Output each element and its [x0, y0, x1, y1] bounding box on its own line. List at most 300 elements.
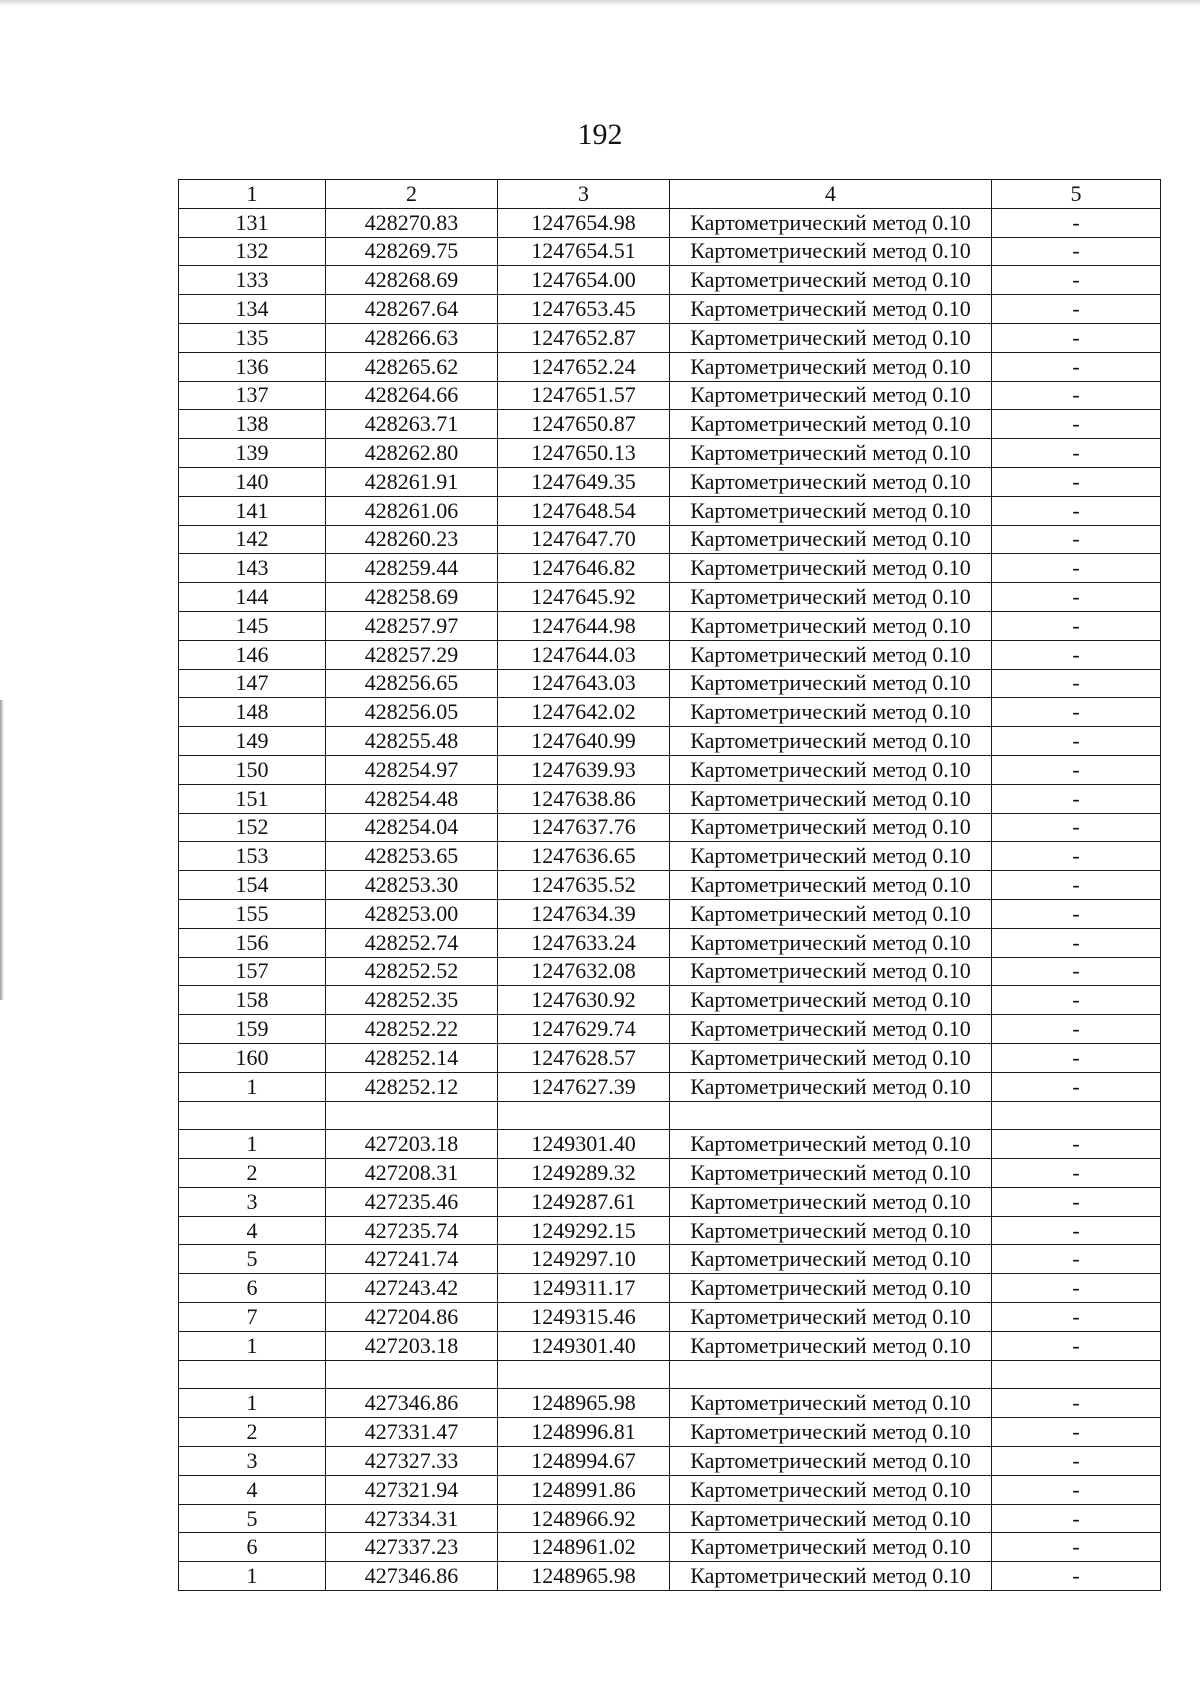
cell-y-coordinate: 1247647.70 — [498, 525, 670, 554]
table-row — [179, 583, 1161, 612]
cell-y-coordinate: 1248966.92 — [498, 1504, 670, 1533]
cell-x-coordinate: 428266.63 — [326, 323, 498, 352]
cell-note: - — [992, 410, 1161, 439]
cell-point-number — [179, 1360, 326, 1389]
cell-note: - — [992, 525, 1161, 554]
cell-method-accuracy: Картометрический метод 0.10 — [670, 467, 992, 496]
cell-note: - — [992, 467, 1161, 496]
table-row — [179, 1447, 1161, 1476]
cell-point-number: 149 — [179, 727, 326, 756]
cell-x-coordinate: 428252.52 — [326, 957, 498, 986]
cell-note: - — [992, 1072, 1161, 1101]
cell-method-accuracy: Картометрический метод 0.10 — [670, 640, 992, 669]
cell-x-coordinate: 428267.64 — [326, 295, 498, 324]
cell-point-number: 1 — [179, 1389, 326, 1418]
cell-y-coordinate: 1247654.00 — [498, 266, 670, 295]
cell-method-accuracy: Картометрический метод 0.10 — [670, 813, 992, 842]
cell-point-number: 141 — [179, 496, 326, 525]
cell-method-accuracy: Картометрический метод 0.10 — [670, 784, 992, 813]
cell-method-accuracy: Картометрический метод 0.10 — [670, 1562, 992, 1591]
cell-method-accuracy: Картометрический метод 0.10 — [670, 381, 992, 410]
header-row — [179, 180, 1161, 209]
cell-method-accuracy: Картометрический метод 0.10 — [670, 237, 992, 266]
table-row — [179, 1216, 1161, 1245]
cell-note: - — [992, 1331, 1161, 1360]
cell-x-coordinate: 428265.62 — [326, 352, 498, 381]
cell-x-coordinate: 428253.65 — [326, 842, 498, 871]
cell-method-accuracy: Картометрический метод 0.10 — [670, 1072, 992, 1101]
table-row — [179, 1130, 1161, 1159]
table-header — [179, 180, 1161, 209]
cell-note: - — [992, 755, 1161, 784]
cell-x-coordinate: 427203.18 — [326, 1130, 498, 1159]
cell-x-coordinate: 428258.69 — [326, 583, 498, 612]
cell-point-number: 150 — [179, 755, 326, 784]
cell-method-accuracy: Картометрический метод 0.10 — [670, 1475, 992, 1504]
cell-method-accuracy: Картометрический метод 0.10 — [670, 1303, 992, 1332]
cell-note: - — [992, 1043, 1161, 1072]
table-row — [179, 928, 1161, 957]
cell-method-accuracy: Картометрический метод 0.10 — [670, 698, 992, 727]
cell-x-coordinate — [326, 1360, 498, 1389]
cell-method-accuracy: Картометрический метод 0.10 — [670, 525, 992, 554]
table-row — [179, 871, 1161, 900]
cell-method-accuracy: Картометрический метод 0.10 — [670, 1159, 992, 1188]
cell-point-number: 132 — [179, 237, 326, 266]
cell-x-coordinate: 427204.86 — [326, 1303, 498, 1332]
cell-point-number — [179, 1101, 326, 1130]
table-row — [179, 467, 1161, 496]
cell-method-accuracy: Картометрический метод 0.10 — [670, 1187, 992, 1216]
table-row — [179, 755, 1161, 784]
cell-y-coordinate — [498, 1101, 670, 1130]
cell-point-number: 1 — [179, 1130, 326, 1159]
cell-method-accuracy: Картометрический метод 0.10 — [670, 842, 992, 871]
cell-point-number: 2 — [179, 1159, 326, 1188]
cell-method-accuracy: Картометрический метод 0.10 — [670, 496, 992, 525]
cell-y-coordinate: 1249315.46 — [498, 1303, 670, 1332]
cell-point-number: 4 — [179, 1475, 326, 1504]
cell-note: - — [992, 237, 1161, 266]
cell-y-coordinate: 1247628.57 — [498, 1043, 670, 1072]
cell-y-coordinate: 1247654.98 — [498, 208, 670, 237]
cell-point-number: 7 — [179, 1303, 326, 1332]
cell-point-number: 3 — [179, 1447, 326, 1476]
cell-note: - — [992, 439, 1161, 468]
table-row — [179, 1015, 1161, 1044]
cell-y-coordinate: 1249292.15 — [498, 1216, 670, 1245]
cell-y-coordinate — [498, 1360, 670, 1389]
cell-method-accuracy: Картометрический метод 0.10 — [670, 439, 992, 468]
table-row — [179, 295, 1161, 324]
cell-method-accuracy: Картометрический метод 0.10 — [670, 208, 992, 237]
cell-note: - — [992, 1447, 1161, 1476]
cell-note: - — [992, 1533, 1161, 1562]
table-row — [179, 669, 1161, 698]
cell-y-coordinate: 1247630.92 — [498, 986, 670, 1015]
table-row — [179, 1504, 1161, 1533]
cell-note: - — [992, 899, 1161, 928]
spacer-row — [179, 1101, 1161, 1130]
cell-note: - — [992, 1159, 1161, 1188]
cell-note: - — [992, 727, 1161, 756]
cell-note: - — [992, 496, 1161, 525]
cell-note: - — [992, 669, 1161, 698]
cell-note: - — [992, 381, 1161, 410]
cell-y-coordinate: 1247652.87 — [498, 323, 670, 352]
table-row — [179, 957, 1161, 986]
cell-method-accuracy: Картометрический метод 0.10 — [670, 352, 992, 381]
cell-method-accuracy: Картометрический метод 0.10 — [670, 727, 992, 756]
cell-x-coordinate: 427241.74 — [326, 1245, 498, 1274]
cell-point-number: 139 — [179, 439, 326, 468]
cell-point-number: 145 — [179, 611, 326, 640]
spacer-row — [179, 1360, 1161, 1389]
cell-point-number: 137 — [179, 381, 326, 410]
cell-y-coordinate: 1247634.39 — [498, 899, 670, 928]
table-row — [179, 842, 1161, 871]
cell-y-coordinate: 1248965.98 — [498, 1389, 670, 1418]
cell-y-coordinate: 1249301.40 — [498, 1331, 670, 1360]
table-row — [179, 899, 1161, 928]
cell-method-accuracy: Картометрический метод 0.10 — [670, 871, 992, 900]
cell-x-coordinate: 428254.97 — [326, 755, 498, 784]
cell-point-number: 143 — [179, 554, 326, 583]
table-row — [179, 352, 1161, 381]
cell-y-coordinate: 1248991.86 — [498, 1475, 670, 1504]
cell-x-coordinate: 428268.69 — [326, 266, 498, 295]
cell-point-number: 5 — [179, 1245, 326, 1274]
cell-y-coordinate: 1248965.98 — [498, 1562, 670, 1591]
cell-y-coordinate: 1248961.02 — [498, 1533, 670, 1562]
cell-note — [992, 1360, 1161, 1389]
table-row — [179, 1562, 1161, 1591]
cell-point-number: 134 — [179, 295, 326, 324]
table-row — [179, 1187, 1161, 1216]
cell-x-coordinate: 428253.00 — [326, 899, 498, 928]
cell-x-coordinate: 428257.97 — [326, 611, 498, 640]
cell-x-coordinate — [326, 1101, 498, 1130]
cell-x-coordinate: 427331.47 — [326, 1418, 498, 1447]
table-row — [179, 496, 1161, 525]
table-row — [179, 727, 1161, 756]
cell-note: - — [992, 1504, 1161, 1533]
cell-x-coordinate: 428256.65 — [326, 669, 498, 698]
table-row — [179, 1159, 1161, 1188]
table-row — [179, 208, 1161, 237]
table-row — [179, 266, 1161, 295]
cell-x-coordinate: 428269.75 — [326, 237, 498, 266]
cell-y-coordinate: 1247644.03 — [498, 640, 670, 669]
cell-y-coordinate: 1249301.40 — [498, 1130, 670, 1159]
cell-point-number: 6 — [179, 1274, 326, 1303]
cell-x-coordinate: 428256.05 — [326, 698, 498, 727]
cell-x-coordinate: 427337.23 — [326, 1533, 498, 1562]
cell-y-coordinate: 1247629.74 — [498, 1015, 670, 1044]
cell-x-coordinate: 428252.35 — [326, 986, 498, 1015]
cell-method-accuracy — [670, 1101, 992, 1130]
cell-method-accuracy: Картометрический метод 0.10 — [670, 295, 992, 324]
table-row — [179, 381, 1161, 410]
cell-x-coordinate: 428252.74 — [326, 928, 498, 957]
cell-note: - — [992, 842, 1161, 871]
cell-y-coordinate: 1248994.67 — [498, 1447, 670, 1476]
table-row — [179, 1475, 1161, 1504]
cell-y-coordinate: 1247642.02 — [498, 698, 670, 727]
cell-y-coordinate: 1247651.57 — [498, 381, 670, 410]
cell-note: - — [992, 1274, 1161, 1303]
cell-point-number: 1 — [179, 1072, 326, 1101]
cell-method-accuracy: Картометрический метод 0.10 — [670, 986, 992, 1015]
cell-note: - — [992, 611, 1161, 640]
cell-point-number: 3 — [179, 1187, 326, 1216]
cell-x-coordinate: 428254.48 — [326, 784, 498, 813]
cell-note: - — [992, 1130, 1161, 1159]
cell-method-accuracy: Картометрический метод 0.10 — [670, 1504, 992, 1533]
table-body — [179, 208, 1161, 1590]
cell-x-coordinate: 428260.23 — [326, 525, 498, 554]
cell-point-number: 144 — [179, 583, 326, 612]
table-row — [179, 1043, 1161, 1072]
cell-y-coordinate: 1247645.92 — [498, 583, 670, 612]
cell-y-coordinate: 1247652.24 — [498, 352, 670, 381]
cell-note: - — [992, 986, 1161, 1015]
cell-y-coordinate: 1247650.13 — [498, 439, 670, 468]
cell-note: - — [992, 1187, 1161, 1216]
cell-point-number: 140 — [179, 467, 326, 496]
cell-x-coordinate: 428254.04 — [326, 813, 498, 842]
cell-x-coordinate: 427235.46 — [326, 1187, 498, 1216]
cell-x-coordinate: 428252.14 — [326, 1043, 498, 1072]
cell-note: - — [992, 640, 1161, 669]
cell-method-accuracy: Картометрический метод 0.10 — [670, 583, 992, 612]
cell-point-number: 136 — [179, 352, 326, 381]
cell-y-coordinate: 1249289.32 — [498, 1159, 670, 1188]
cell-note: - — [992, 352, 1161, 381]
cell-note: - — [992, 957, 1161, 986]
cell-point-number: 156 — [179, 928, 326, 957]
cell-point-number: 154 — [179, 871, 326, 900]
cell-note: - — [992, 266, 1161, 295]
cell-method-accuracy: Картометрический метод 0.10 — [670, 1331, 992, 1360]
cell-point-number: 4 — [179, 1216, 326, 1245]
cell-y-coordinate: 1247635.52 — [498, 871, 670, 900]
cell-note: - — [992, 295, 1161, 324]
cell-point-number: 2 — [179, 1418, 326, 1447]
cell-method-accuracy: Картометрический метод 0.10 — [670, 1389, 992, 1418]
cell-y-coordinate: 1247648.54 — [498, 496, 670, 525]
cell-point-number: 133 — [179, 266, 326, 295]
cell-point-number: 146 — [179, 640, 326, 669]
cell-y-coordinate: 1248996.81 — [498, 1418, 670, 1447]
cell-point-number: 152 — [179, 813, 326, 842]
cell-x-coordinate: 427346.86 — [326, 1562, 498, 1591]
cell-x-coordinate: 428261.91 — [326, 467, 498, 496]
cell-note: - — [992, 928, 1161, 957]
cell-point-number: 131 — [179, 208, 326, 237]
cell-note: - — [992, 813, 1161, 842]
cell-note: - — [992, 1216, 1161, 1245]
cell-point-number: 151 — [179, 784, 326, 813]
table-row — [179, 323, 1161, 352]
cell-point-number: 159 — [179, 1015, 326, 1044]
cell-y-coordinate: 1247638.86 — [498, 784, 670, 813]
cell-x-coordinate: 428261.06 — [326, 496, 498, 525]
table-row — [179, 1274, 1161, 1303]
cell-y-coordinate: 1247644.98 — [498, 611, 670, 640]
cell-note — [992, 1101, 1161, 1130]
cell-point-number: 6 — [179, 1533, 326, 1562]
cell-y-coordinate: 1247646.82 — [498, 554, 670, 583]
cell-point-number: 155 — [179, 899, 326, 928]
cell-method-accuracy: Картометрический метод 0.10 — [670, 1216, 992, 1245]
cell-point-number: 148 — [179, 698, 326, 727]
cell-y-coordinate: 1247632.08 — [498, 957, 670, 986]
cell-y-coordinate: 1247649.35 — [498, 467, 670, 496]
cell-method-accuracy: Картометрический метод 0.10 — [670, 669, 992, 698]
cell-note: - — [992, 1245, 1161, 1274]
cell-x-coordinate: 427321.94 — [326, 1475, 498, 1504]
cell-method-accuracy: Картометрический метод 0.10 — [670, 266, 992, 295]
cell-method-accuracy: Картометрический метод 0.10 — [670, 1245, 992, 1274]
cell-method-accuracy: Картометрический метод 0.10 — [670, 1043, 992, 1072]
cell-method-accuracy: Картометрический метод 0.10 — [670, 1130, 992, 1159]
cell-x-coordinate: 428264.66 — [326, 381, 498, 410]
cell-note: - — [992, 554, 1161, 583]
cell-point-number: 142 — [179, 525, 326, 554]
cell-point-number: 1 — [179, 1331, 326, 1360]
cell-note: - — [992, 1475, 1161, 1504]
header-col-4: 4 — [670, 180, 992, 209]
cell-method-accuracy: Картометрический метод 0.10 — [670, 611, 992, 640]
cell-x-coordinate: 427346.86 — [326, 1389, 498, 1418]
cell-method-accuracy: Картометрический метод 0.10 — [670, 755, 992, 784]
cell-y-coordinate: 1247650.87 — [498, 410, 670, 439]
table-row — [179, 1418, 1161, 1447]
cell-method-accuracy: Картометрический метод 0.10 — [670, 554, 992, 583]
cell-y-coordinate: 1247627.39 — [498, 1072, 670, 1101]
cell-method-accuracy — [670, 1360, 992, 1389]
table-row — [179, 784, 1161, 813]
cell-point-number: 160 — [179, 1043, 326, 1072]
cell-note: - — [992, 698, 1161, 727]
header-col-5: 5 — [992, 180, 1161, 209]
cell-x-coordinate: 427208.31 — [326, 1159, 498, 1188]
cell-note: - — [992, 323, 1161, 352]
table-row — [179, 1389, 1161, 1418]
cell-note: - — [992, 871, 1161, 900]
page-number: 192 — [577, 118, 623, 151]
cell-y-coordinate: 1249297.10 — [498, 1245, 670, 1274]
table-row — [179, 640, 1161, 669]
cell-x-coordinate: 427327.33 — [326, 1447, 498, 1476]
cell-note: - — [992, 1015, 1161, 1044]
cell-method-accuracy: Картометрический метод 0.10 — [670, 410, 992, 439]
table-row — [179, 439, 1161, 468]
scan-top-edge — [0, 0, 1200, 6]
cell-x-coordinate: 427235.74 — [326, 1216, 498, 1245]
header-col-2: 2 — [326, 180, 498, 209]
cell-point-number: 157 — [179, 957, 326, 986]
table-row — [179, 525, 1161, 554]
cell-method-accuracy: Картометрический метод 0.10 — [670, 899, 992, 928]
table-row — [179, 1303, 1161, 1332]
cell-method-accuracy: Картометрический метод 0.10 — [670, 323, 992, 352]
table-row — [179, 1533, 1161, 1562]
cell-y-coordinate: 1247636.65 — [498, 842, 670, 871]
cell-x-coordinate: 428270.83 — [326, 208, 498, 237]
cell-method-accuracy: Картометрический метод 0.10 — [670, 1015, 992, 1044]
table-row — [179, 1245, 1161, 1274]
table-row — [179, 554, 1161, 583]
cell-point-number: 5 — [179, 1504, 326, 1533]
cell-point-number: 135 — [179, 323, 326, 352]
cell-method-accuracy: Картометрический метод 0.10 — [670, 1274, 992, 1303]
table-row — [179, 1331, 1161, 1360]
cell-note: - — [992, 1562, 1161, 1591]
cell-y-coordinate: 1249311.17 — [498, 1274, 670, 1303]
cell-x-coordinate: 428257.29 — [326, 640, 498, 669]
table-row — [179, 986, 1161, 1015]
cell-y-coordinate: 1249287.61 — [498, 1187, 670, 1216]
cell-x-coordinate: 428262.80 — [326, 439, 498, 468]
cell-y-coordinate: 1247640.99 — [498, 727, 670, 756]
cell-y-coordinate: 1247643.03 — [498, 669, 670, 698]
cell-note: - — [992, 1389, 1161, 1418]
cell-x-coordinate: 428255.48 — [326, 727, 498, 756]
cell-method-accuracy: Картометрический метод 0.10 — [670, 1447, 992, 1476]
cell-y-coordinate: 1247637.76 — [498, 813, 670, 842]
cell-x-coordinate: 427203.18 — [326, 1331, 498, 1360]
cell-note: - — [992, 1418, 1161, 1447]
header-col-1: 1 — [179, 180, 326, 209]
cell-y-coordinate: 1247633.24 — [498, 928, 670, 957]
coordinates-table — [178, 179, 1161, 1591]
cell-method-accuracy: Картометрический метод 0.10 — [670, 957, 992, 986]
table-row — [179, 611, 1161, 640]
cell-method-accuracy: Картометрический метод 0.10 — [670, 1418, 992, 1447]
cell-method-accuracy: Картометрический метод 0.10 — [670, 928, 992, 957]
cell-y-coordinate: 1247653.45 — [498, 295, 670, 324]
table-row — [179, 410, 1161, 439]
table-row — [179, 1072, 1161, 1101]
cell-x-coordinate: 428252.22 — [326, 1015, 498, 1044]
cell-x-coordinate: 427243.42 — [326, 1274, 498, 1303]
cell-x-coordinate: 428259.44 — [326, 554, 498, 583]
cell-x-coordinate: 428263.71 — [326, 410, 498, 439]
table-row — [179, 813, 1161, 842]
cell-method-accuracy: Картометрический метод 0.10 — [670, 1533, 992, 1562]
cell-point-number: 147 — [179, 669, 326, 698]
cell-point-number: 158 — [179, 986, 326, 1015]
cell-y-coordinate: 1247654.51 — [498, 237, 670, 266]
table-row — [179, 237, 1161, 266]
cell-point-number: 138 — [179, 410, 326, 439]
header-col-3: 3 — [498, 180, 670, 209]
cell-note: - — [992, 1303, 1161, 1332]
cell-point-number: 1 — [179, 1562, 326, 1591]
cell-point-number: 153 — [179, 842, 326, 871]
scan-left-shadow — [0, 700, 4, 1000]
cell-x-coordinate: 428252.12 — [326, 1072, 498, 1101]
cell-y-coordinate: 1247639.93 — [498, 755, 670, 784]
cell-note: - — [992, 583, 1161, 612]
table-row — [179, 698, 1161, 727]
cell-x-coordinate: 428253.30 — [326, 871, 498, 900]
cell-note: - — [992, 208, 1161, 237]
cell-note: - — [992, 784, 1161, 813]
cell-x-coordinate: 427334.31 — [326, 1504, 498, 1533]
